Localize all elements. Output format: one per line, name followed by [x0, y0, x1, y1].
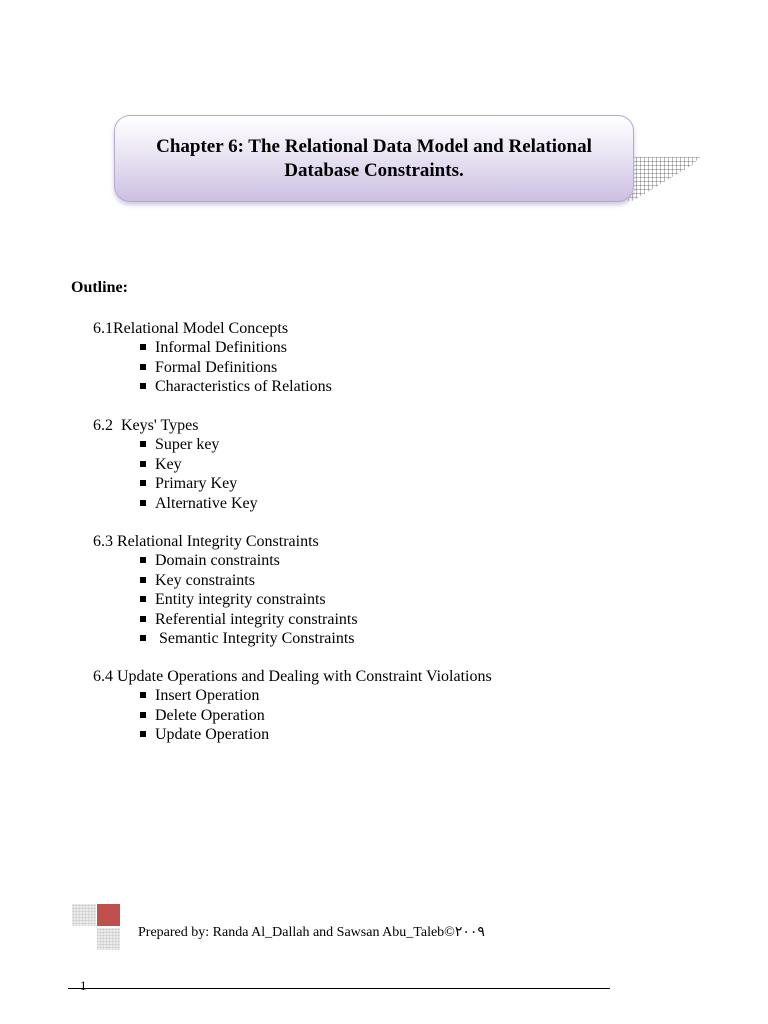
list-item: Delete Operation: [93, 706, 492, 725]
outline-heading: Outline:: [71, 279, 128, 296]
bullet-icon: [140, 596, 146, 602]
list-item: Insert Operation: [93, 686, 492, 705]
bullet-icon: [140, 557, 146, 563]
bullet-icon: [140, 635, 146, 641]
outline-section-6-1: [93, 319, 332, 397]
bullet-icon: [140, 616, 146, 622]
bullet-icon: [140, 731, 146, 737]
section-item-list: [93, 686, 492, 744]
section-title: 6.4 Update Operations and Dealing with Constraint Violations: [93, 668, 492, 685]
list-item: Key: [93, 455, 258, 474]
list-item: Key constraints: [93, 571, 358, 590]
bullet-icon: [140, 712, 146, 718]
outline-section-6-4: [93, 667, 492, 745]
footer-divider: [68, 988, 610, 989]
list-item: Update Operation: [93, 725, 492, 744]
chapter-title: [139, 135, 609, 183]
bullet-icon: [140, 692, 146, 698]
list-item: Entity integrity constraints: [93, 590, 358, 609]
title-grid-tail-decoration: [628, 157, 700, 201]
bullet-icon: [140, 441, 146, 447]
section-title: 6.2 Keys' Types: [93, 417, 199, 434]
list-item: Characteristics of Relations: [93, 377, 332, 396]
section-item-list: [93, 435, 258, 513]
chapter-title-line-1: Chapter 6: The Relational Data Model and Relational: [156, 135, 592, 157]
section-title: 6.3 Relational Integrity Constraints: [93, 533, 319, 550]
section-item-list: [93, 551, 358, 648]
footer-credit: Prepared by: Randa Al_Dallah and Sawsan Abu_Taleb©٢٠٠٩: [138, 925, 485, 940]
outline-section-6-2: [93, 416, 258, 513]
bullet-icon: [140, 480, 146, 486]
list-item: Super key: [93, 435, 258, 454]
section-title: 6.1Relational Model Concepts: [93, 320, 289, 337]
page-number: 1: [80, 978, 87, 993]
chapter-title-line-2: Database Constraints.: [284, 159, 464, 181]
bullet-icon: [140, 461, 146, 467]
list-item: Informal Definitions: [93, 338, 332, 357]
footer-logo-icon: [70, 902, 122, 952]
list-item: Formal Definitions: [93, 358, 332, 377]
bullet-icon: [140, 577, 146, 583]
outline-section-6-3: [93, 532, 358, 648]
list-item: Primary Key: [93, 474, 258, 493]
bullet-icon: [140, 364, 146, 370]
section-item-list: [93, 338, 332, 396]
bullet-icon: [140, 500, 146, 506]
list-item: Domain constraints: [93, 551, 358, 570]
bullet-icon: [140, 383, 146, 389]
chapter-title-banner: [114, 115, 634, 202]
list-item: Semantic Integrity Constraints: [93, 629, 358, 648]
bullet-icon: [140, 344, 146, 350]
list-item: Alternative Key: [93, 494, 258, 513]
list-item: Referential integrity constraints: [93, 610, 358, 629]
